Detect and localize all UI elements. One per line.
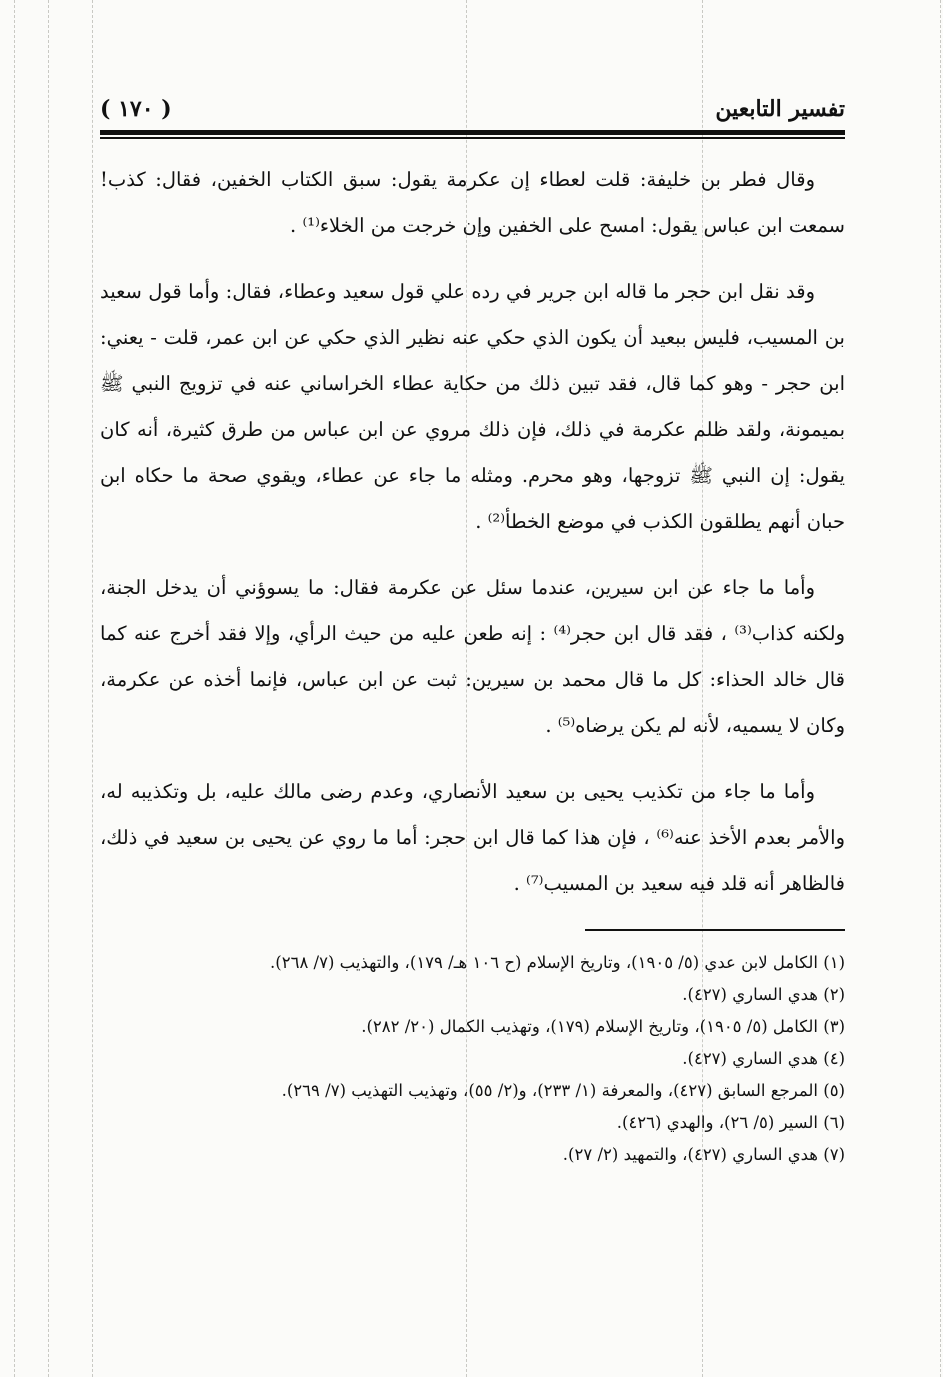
- header-rule-thin: [100, 137, 845, 139]
- footnote: (٣) الكامل (٥/ ١٩٠٥)، وتاريخ الإسلام (١٧٩)، وتهذيب الكمال (٢٠/ ٢٨٢).: [361, 1017, 845, 1036]
- footnote: (٥) المرجع السابق (٤٢٧)، والمعرفة (١/ ٢٣٣)، و(٢/ ٥٥)، وتهذيب التهذيب (٧/ ٢٦٩).: [281, 1081, 845, 1100]
- paragraph: وأما ما جاء عن ابن سيرين، عندما سئل عن عكرمة فقال: ما يسوؤني أن يدخل الجنة، ولكنه كذاب⁽³⁾ ، فقد قال ابن حجر⁽⁴⁾ : إنه طعن عليه من حيث الرأي، وإلا فقد أخرج عنه كما قال خالد الحذاء: كل ما قال محمد بن سيرين: ثبت عن ابن عباس، فإنما أخذه عن عكرمة، وكان لا يسميه، لأنه لم يكن يرضاه⁽⁵⁾ .: [100, 576, 845, 737]
- header-rule-thick: [100, 130, 845, 135]
- paragraph: وقد نقل ابن حجر ما قاله ابن جرير في رده علي قول سعيد وعطاء، فقال: وأما قول سعيد بن المسيب، فليس ببعيد أن يكون الذي حكي عنه نظير الذي حكي عن ابن عمر، قلت - يعني: ابن حجر - وهو كما قال، فقد تبين ذلك من حكاية عطاء الخراساني عنه في تزويج النبي ﷺ بميمونة، ولقد ظلم عكرمة في ذلك، فإن ذلك مروي عن ابن عباس من طرق كثيرة، أنه كان يقول: إن النبي ﷺ تزوجها، وهو محرم. ومثله ما جاء عن عطاء، ويقوي صحة ما حكاه ابن حبان أنهم يطلقون الكذب في موضع الخطأ⁽²⁾ .: [100, 280, 845, 533]
- running-title: تفسير التابعين: [715, 96, 845, 122]
- page-header: [100, 90, 845, 130]
- scan-artifact-line: [92, 0, 93, 1377]
- footnote: (١) الكامل لابن عدي (٥/ ١٩٠٥)، وتاريخ الإسلام (ح ١٠٦ هـ/ ١٧٩)، والتهذيب (٧/ ٢٦٨).: [270, 953, 845, 972]
- scan-artifact-line: [14, 0, 15, 1377]
- page-number: ( ١٧٠ ): [100, 96, 172, 122]
- book-page: [100, 90, 845, 1171]
- footnotes: [100, 947, 845, 1171]
- scan-artifact-line: [940, 0, 941, 1377]
- paragraph: وقال فطر بن خليفة: قلت لعطاء إن عكرمة يقول: سبق الكتاب الخفين، فقال: كذب! سمعت ابن عباس يقول: امسح على الخفين وإن خرجت من الخلاء⁽¹⁾ .: [100, 168, 845, 237]
- scan-artifact-line: [48, 0, 49, 1377]
- footnote: (٢) هدي الساري (٤٢٧).: [682, 985, 845, 1004]
- main-text: [100, 157, 845, 907]
- paragraph: وأما ما جاء من تكذيب يحيى بن سعيد الأنصاري، وعدم رضى مالك عليه، بل وتكذيبه له، والأمر بعدم الأخذ عنه⁽⁶⁾ ، فإن هذا كما قال ابن حجر: أما ما روي عن يحيى بن سعيد في ذلك، فالظاهر أنه قلد فيه سعيد بن المسيب⁽⁷⁾ .: [100, 780, 845, 895]
- footnote: (٤) هدي الساري (٤٢٧).: [682, 1049, 845, 1068]
- footnote: (٦) السير (٥/ ٢٦)، والهدي (٤٢٦).: [616, 1113, 845, 1132]
- footnote: (٧) هدي الساري (٤٢٧)، والتمهيد (٢/ ٢٧).: [562, 1145, 845, 1164]
- footnote-separator: [585, 929, 845, 931]
